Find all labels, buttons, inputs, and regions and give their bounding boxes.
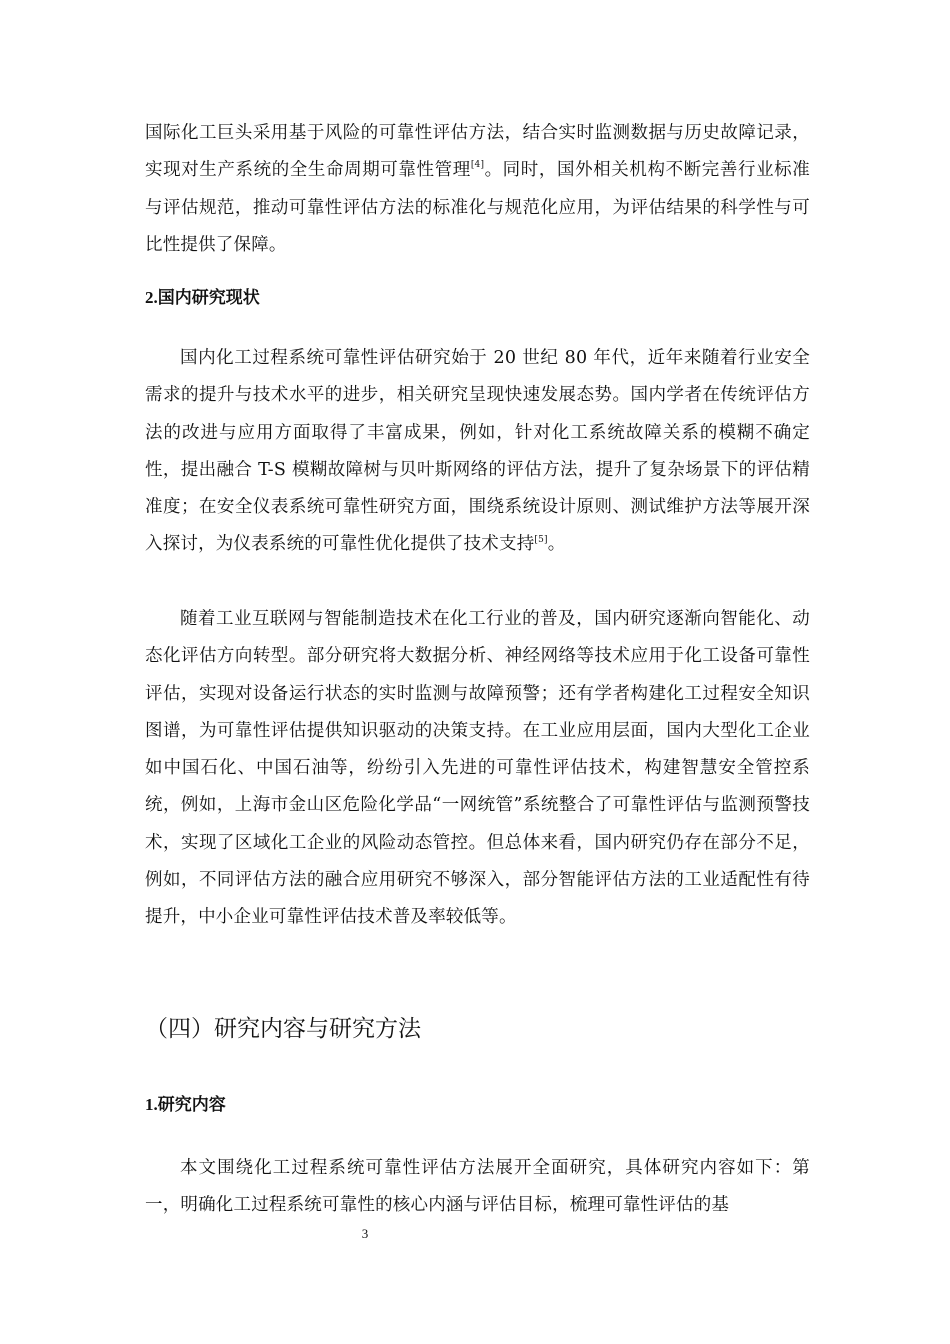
subheading-research-content: 1.研究内容 (145, 1095, 226, 1114)
paragraph-research-content: 本文围绕化工过程系统可靠性评估方法展开全面研究，具体研究内容如下：第一，明确化工过程系统可靠性的核心内涵与评估目标，梳理可靠性评估的基 (145, 1158, 810, 1216)
paragraph-text: 。 (547, 534, 566, 555)
paragraph-text: 。同时，国外相关机构不断完善行业标准与评估规范，推动可靠性评估方法的标准化与规范化应用，为评估结果的科学性与可比性提供了保障。 (145, 160, 810, 255)
page-number: 3 (361, 1226, 369, 1241)
citation-ref: [4] (470, 160, 485, 171)
subheading-domestic-research: 2.国内研究现状 (145, 288, 260, 307)
citation-ref: [5] (534, 534, 548, 545)
paragraph-international-research (145, 115, 810, 264)
paragraph-text: 国际化工巨头采用基于风险的可靠性评估方法，结合实时监测数据与历史故障记录，实现对生产系统的全生命周期可靠性管理 (145, 123, 810, 181)
section-heading-research-content-methods: （四）研究内容与研究方法 (145, 1016, 421, 1042)
paragraph-intelligent-trend: 随着工业互联网与智能制造技术在化工行业的普及，国内研究逐渐向智能化、动态化评估方向转型。部分研究将大数据分析、神经网络等技术应用于化工设备可靠性评估，实现对设备运行状态的实时监测与故障预警；还有学者构建化工过程安全知识图谱，为可靠性评估提供知识驱动的决策支持。在工业应用层面，国内大型化工企业如中国石化、中国石油等，纷纷引入先进的可靠性评估技术，构建智慧安全管控系统，例如，上海市金山区危险化学品“一网统管”系统整合了可靠性评估与监测预警技术，实现了区域化工企业的风险动态管控。但总体来看，国内研究仍存在部分不足，例如，不同评估方法的融合应用研究不够深入，部分智能评估方法的工业适配性有待提升，中小企业可靠性评估技术普及率较低等。 (145, 609, 810, 928)
paragraph-text: 国内化工过程系统可靠性评估研究始于 20 世纪 80 年代，近年来随着行业安全需求的提升与技术水平的进步，相关研究呈现快速发展态势。国内学者在传统评估方法的改进与应用方面取得了丰富成果，例如，针对化工系统故障关系的模糊不确定性，提出融合 T-S 模糊故障树与贝叶斯网络的评估方法，提升了复杂场景下的评估精准度；在安全仪表系统可靠性研究方面，围绕系统设计原则、测试维护方法等展开深入探讨，为仪表系统的可靠性优化提供了技术支持 (145, 348, 810, 555)
paragraph-domestic-research (145, 340, 810, 564)
